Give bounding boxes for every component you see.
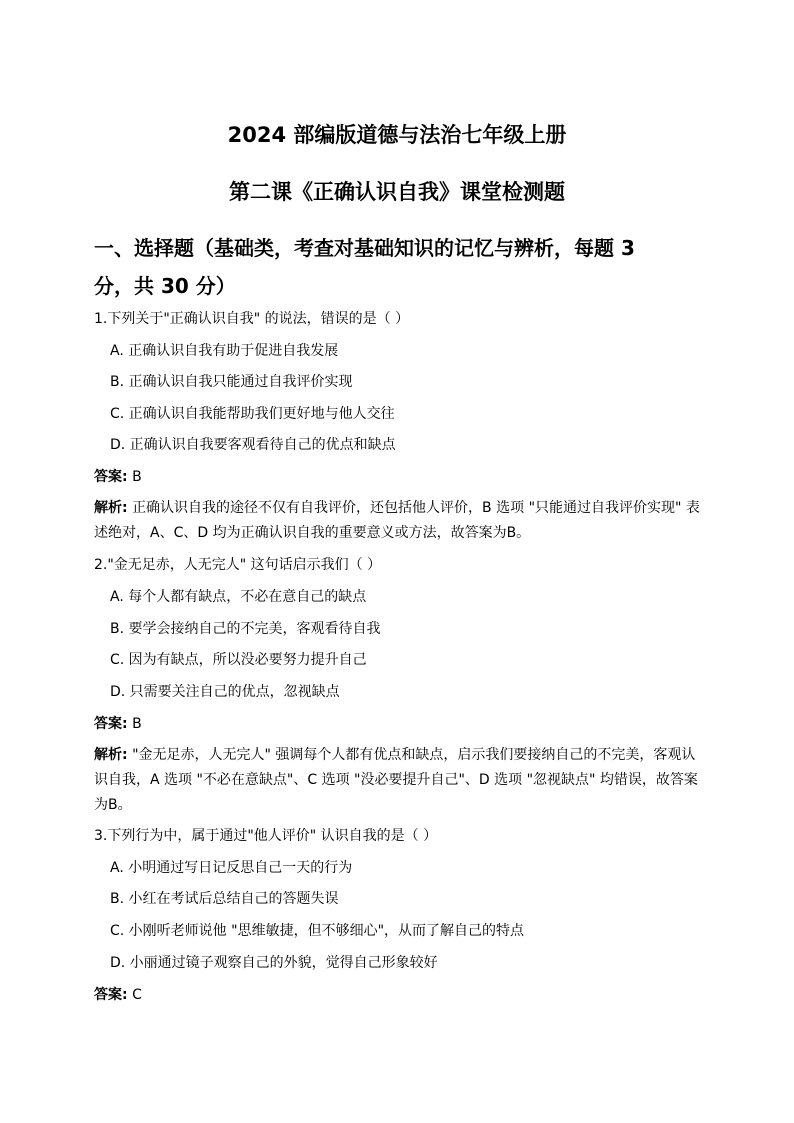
analysis-text: 正确认识自我的途径不仅有自我评价，还包括他人评价，B 选项 "只能通过自我评价实现" 表述绝对，A、C、D 均为正确认识自我的重要意义或方法，故答案为B。 [94, 500, 700, 541]
answer-value: B [132, 716, 142, 732]
analysis-label: 解析: [94, 500, 128, 516]
analysis-text: "金无足赤，人无完人" 强调每个人都有优点和缺点，启示我们要接纳自己的不完美，客观认识自我，A 选项 "不必在意缺点"、C 选项 "没必要提升自己"、D 选项 "忽视缺点" 均错误，故答案为B。 [94, 747, 698, 813]
question-2-stem: 2."金无足赤，人无完人" 这句话启示我们（ ） [94, 557, 382, 573]
question-3-option-c: C. 小刚听老师说他 "思维敏捷，但不够细心"，从而了解自己的特点 [110, 923, 525, 939]
question-3-answer [94, 985, 142, 1005]
question-2-option-b: B. 要学会接纳自己的不完美，客观看待自我 [110, 621, 381, 637]
question-3-option-b: B. 小红在考试后总结自己的答题失误 [110, 891, 339, 907]
answer-value: C [132, 987, 142, 1003]
question-1-option-c: C. 正确认识自我能帮助我们更好地与他人交往 [110, 406, 395, 422]
question-2-option-d: D. 只需要关注自己的优点，忽视缺点 [110, 684, 340, 700]
question-2-answer [94, 714, 142, 734]
question-1-option-a: A. 正确认识自我有助于促进自我发展 [110, 343, 339, 359]
question-1-stem: 1.下列关于"正确认识自我" 的说法，错误的是（ ） [94, 311, 410, 327]
question-1-option-d: D. 正确认识自我要客观看待自己的优点和缺点 [110, 437, 396, 453]
question-3-stem: 3.下列行为中，属于通过"他人评价" 认识自我的是（ ） [94, 828, 438, 844]
question-2-option-c: C. 因为有缺点，所以没必要努力提升自己 [110, 652, 367, 668]
answer-value: B [132, 469, 142, 485]
analysis-label: 解析: [94, 747, 128, 763]
question-1-answer [94, 467, 142, 487]
answer-label: 答案: [94, 987, 128, 1003]
question-1-option-b: B. 正确认识自我只能通过自我评价实现 [110, 374, 353, 390]
question-3-option-d: D. 小丽通过镜子观察自己的外貌，觉得自己形象较好 [110, 955, 438, 971]
answer-label: 答案: [94, 716, 128, 732]
question-1-analysis [94, 496, 704, 546]
document-title: 2024 部编版道德与法治七年级上册 [227, 123, 567, 147]
section-heading: 一、选择题（基础类，考查对基础知识的记忆与辨析，每题 3 分，共 30 分） [94, 236, 635, 298]
answer-label: 答案: [94, 469, 128, 485]
question-2-option-a: A. 每个人都有缺点，不必在意自己的缺点 [110, 589, 367, 605]
question-3-option-a: A. 小明通过写日记反思自己一天的行为 [110, 860, 353, 876]
question-2-analysis [94, 743, 704, 818]
document-subtitle: 第二课《正确认识自我》课堂检测题 [229, 180, 565, 204]
